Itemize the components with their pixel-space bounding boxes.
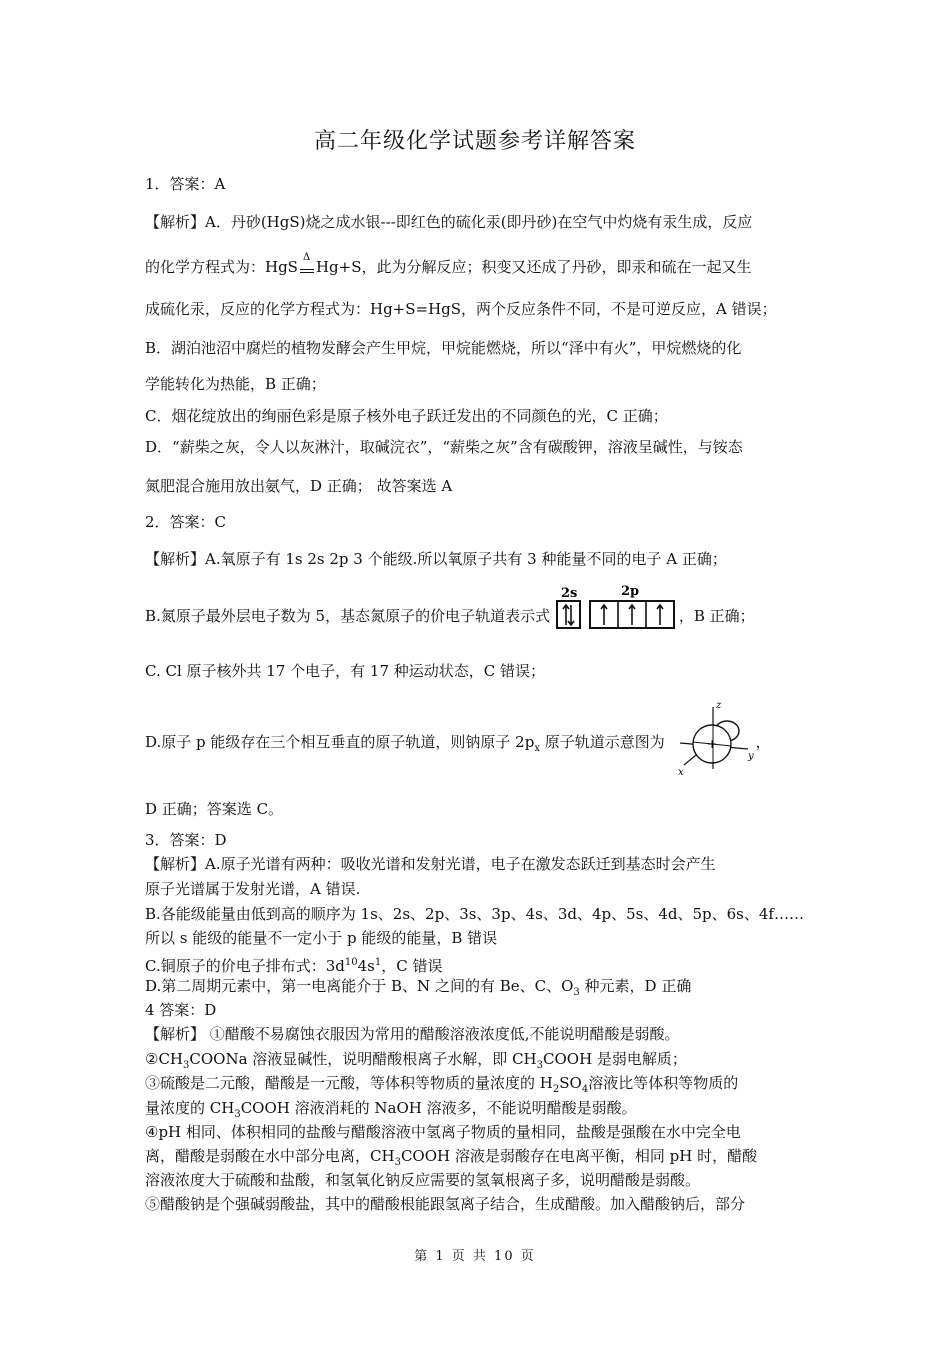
spin-up-arrow-icon <box>657 605 663 625</box>
q2-analysis-line-2 <box>145 585 815 627</box>
q1-equation-right: Hg+S，此为分解反应；积变又还成了丹砂，即汞和硫在一起又生 <box>315 258 752 276</box>
x-axis-label: x <box>677 767 684 778</box>
q3-line-5-text: C.铜原子的价电子排布式：3d <box>145 957 345 975</box>
q4-line-2-text-c: COOH 是弱电解质； <box>543 1050 687 1068</box>
spin-up-arrow-icon <box>629 605 635 625</box>
q4-line-6-text: 离，醋酸是弱酸在水中部分电离，CH <box>145 1147 395 1165</box>
orbital-box-diagram <box>555 585 679 629</box>
q4-analysis-line-5: ④pH 相同、体积相同的盐酸与醋酸溶液中氢离子物质的量相同，盐酸是强酸在水中完全电 <box>145 1123 741 1141</box>
q4-line-3-text-c: 溶液比等体积等物质的 <box>588 1074 739 1092</box>
q3-analysis-line-6 <box>145 976 815 1003</box>
q4-analysis-line-3 <box>145 1073 815 1100</box>
p-orbital-diagram <box>670 700 756 778</box>
q4-line-4-text: 量浓度的 CH <box>145 1099 235 1117</box>
orbital-diagram <box>555 585 679 627</box>
q2-analysis-line-5: D 正确；答案选 C。 <box>145 800 284 818</box>
q1-analysis-line-3: 成硫化汞，反应的化学方程式为：Hg+S=HgS，两个反应条件不同，不是可逆反应，A 错误； <box>145 300 777 318</box>
q4-analysis-line-6 <box>145 1146 815 1173</box>
q2-analysis-line-3: C. Cl 原子核外共 17 个电子，有 17 种运动状态，C 错误； <box>145 662 546 680</box>
q2-line-4-end: ， <box>755 733 771 751</box>
q2-analysis-line-1: 【解析】A.氧原子有 1s 2s 2p 3 个能级.所以氧原子共有 3 种能量不同的电子 A 正确； <box>145 550 727 568</box>
page-title: 高二年级化学试题参考详解答案 <box>313 129 636 154</box>
q1-answer: 1．答案：A <box>145 175 226 193</box>
q1-analysis-line-2 <box>145 252 815 278</box>
q4-answer: 4 答案：D <box>145 1001 217 1019</box>
subscript: 3 <box>573 987 580 998</box>
heat-delta-symbol: Δ <box>302 252 311 263</box>
q1-analysis-line-6: C．烟花绽放出的绚丽色彩是原子核外电子跃迁发出的不同颜色的光，C 正确； <box>145 407 668 425</box>
orbital-label-2s: 2s <box>560 586 578 601</box>
q2-line-2-end: ，B 正确； <box>678 607 755 625</box>
subscript: 3 <box>183 1060 190 1071</box>
q3-line-5-text-b: 4s <box>357 957 375 975</box>
q4-analysis-line-1: 【解析】 ①醋酸不易腐蚀衣服因为常用的醋酸溶液浓度低,不能说明醋酸是弱酸。 <box>145 1025 680 1043</box>
subscript: 4 <box>581 1084 589 1095</box>
q3-analysis-line-1: 【解析】A.原子光谱有两种：吸收光谱和发射光谱，电子在激发态跃迁到基态时会产生 <box>145 855 716 873</box>
q3-answer: 3．答案：D <box>145 831 227 849</box>
q2-answer: 2．答案：C <box>145 513 227 531</box>
subscript-x: x <box>534 743 540 754</box>
q1-equation-left: 的化学方程式为：HgS <box>145 258 298 276</box>
px-orbital-figure <box>670 699 760 779</box>
q3-analysis-line-5 <box>145 952 815 977</box>
plus-sign: + <box>706 737 717 751</box>
spin-up-arrow-icon <box>601 605 607 625</box>
orbital-box-2s <box>557 601 580 628</box>
equals-bar-bottom <box>300 272 314 273</box>
q4-line-2-text-b: COONa 溶液显碱性，说明醋酸根离子水解，即 CH <box>189 1050 537 1068</box>
q3-analysis-line-2: 原子光谱属于发射光谱，A 错误. <box>145 880 361 898</box>
q3-analysis-line-3: B.各能级能量由低到高的顺序为 1s、2s、2p、3s、3p、4s、3d、4p、5s、4d、5p、6s、4f…… <box>145 905 804 923</box>
orbital-label-2p: 2p <box>620 585 640 599</box>
q1-analysis-line-8: 氮肥混合施用放出氨气，D 正确； 故答案选 A <box>145 477 453 495</box>
subscript: 2 <box>552 1084 560 1095</box>
q1-analysis-line-1: 【解析】A．丹砂(HgS)烧之成水银---即红色的硫化汞(即丹砂)在空气中灼烧有汞生成，反应 <box>145 213 753 231</box>
q1-analysis-line-4: B．湖泊池沼中腐烂的植物发酵会产生甲烷，甲烷能燃烧，所以“泽中有火”，甲烷燃烧的化 <box>145 339 742 357</box>
q3-line-5-text-c: ，C 错误 <box>381 957 443 975</box>
page-footer: 第 1 页 共 10 页 <box>414 1249 536 1264</box>
subscript: 3 <box>234 1109 241 1120</box>
q2-analysis-line-4 <box>145 700 815 778</box>
q4-analysis-line-4 <box>145 1098 815 1125</box>
subscript: 3 <box>394 1157 401 1168</box>
q3-line-6-text: D.第二周期元素中，第一电离能介于 B、N 之间的有 Be、C、O <box>145 977 574 995</box>
q3-line-6-text-b: 种元素，D 正确 <box>579 977 692 995</box>
q4-analysis-line-7: 溶液浓度大于硫酸和盐酸，和氢氧化钠反应需要的氢氧根离子多，说明醋酸是弱酸。 <box>145 1171 701 1189</box>
q3-analysis-line-4: 所以 s 能级的能量不一定小于 p 能级的能量，B 错误 <box>145 929 498 947</box>
heat-condition-sign <box>298 252 316 278</box>
q4-line-2-text: ②CH <box>145 1050 184 1068</box>
subscript: 3 <box>536 1060 544 1071</box>
q1-analysis-line-5: 学能转化为热能，B 正确； <box>145 375 326 393</box>
q2-line-4-text: D.原子 p 能级存在三个相互垂直的原子轨道，则钠原子 2p <box>145 733 535 751</box>
q2-line-2-text: B.氮原子最外层电子数为 5，基态氮原子的价电子轨道表示式 <box>145 607 551 625</box>
q4-line-3-text: ③硫酸是二元酸，醋酸是一元酸，等体积等物质的量浓度的 H <box>145 1074 553 1092</box>
superscript: 1 <box>374 957 382 968</box>
superscript: 10 <box>344 957 358 968</box>
y-axis-label: y <box>747 751 754 762</box>
q1-analysis-line-7: D．“薪柴之灰，令人以灰淋汁，取碱浣衣”，“薪柴之灰”含有碳酸钾，溶液呈碱性，与铵态 <box>145 438 743 456</box>
q4-line-4-text-b: COOH 溶液消耗的 NaOH 溶液多，不能说明醋酸是弱酸。 <box>240 1099 637 1117</box>
q2-line-4-text-b: 原子轨道示意图为 <box>539 733 665 751</box>
q4-analysis-line-8: ⑤醋酸钠是个强碱弱酸盐，其中的醋酸根能跟氢离子结合，生成醋酸。加入醋酸钠后，部分 <box>145 1195 746 1213</box>
q4-analysis-line-2 <box>145 1049 815 1076</box>
z-axis-label: z <box>715 700 721 711</box>
equals-bar-top <box>300 269 314 270</box>
q4-line-3-text-b: SO <box>559 1074 582 1092</box>
q4-line-6-text-b: COOH 溶液是弱酸存在电离平衡，相同 pH 时，醋酸 <box>400 1147 758 1165</box>
